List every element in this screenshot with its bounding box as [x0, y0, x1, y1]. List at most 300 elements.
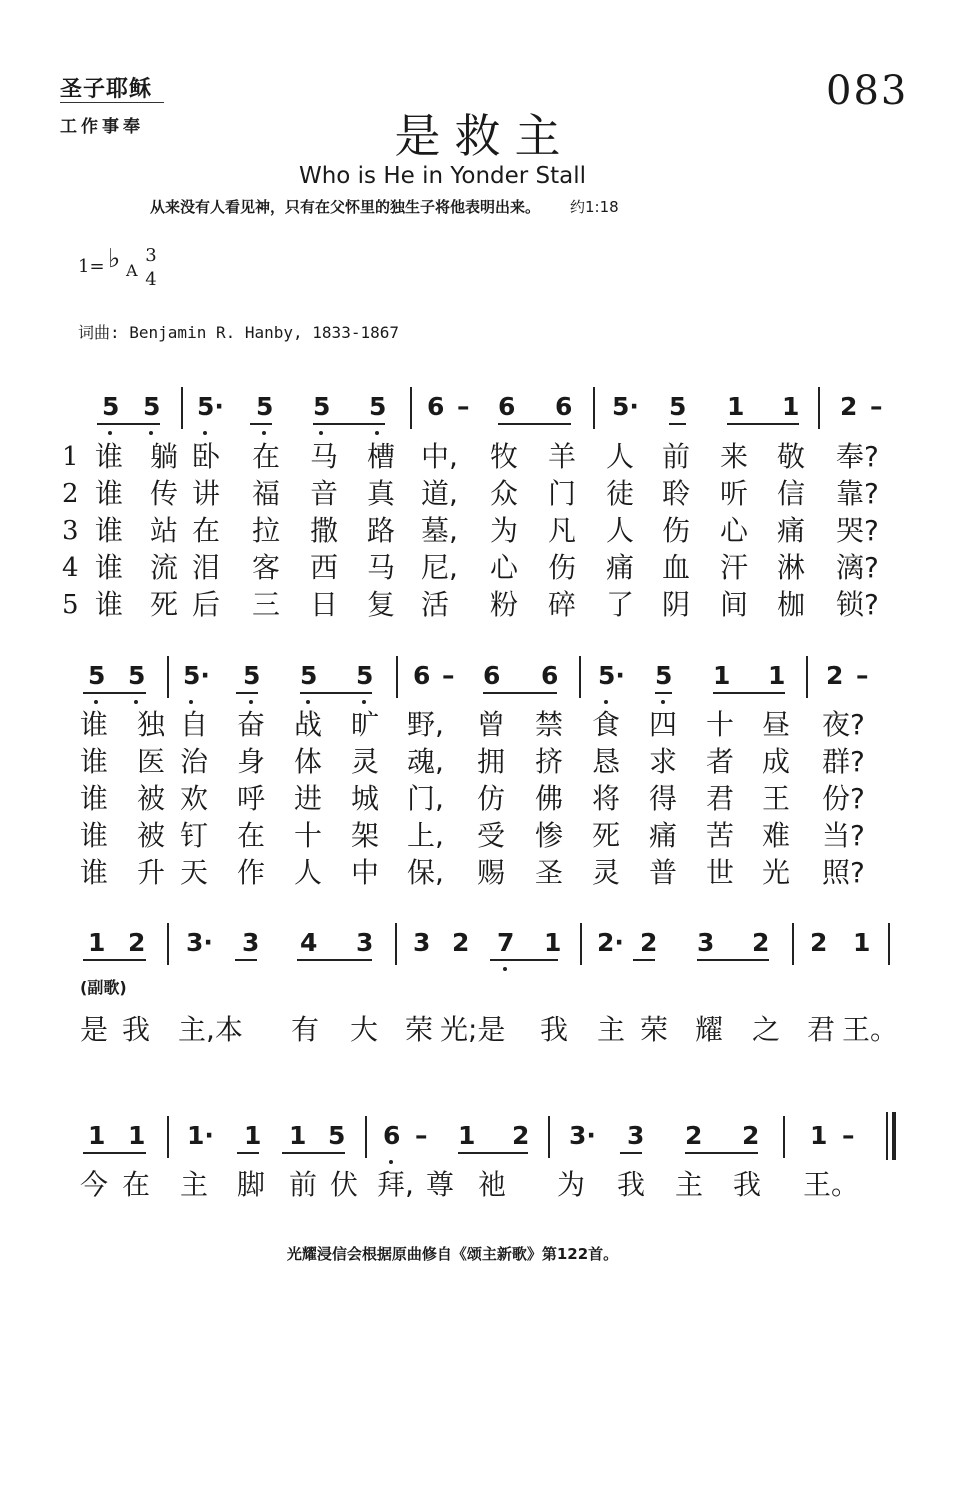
ending-syllable: 伏: [330, 1168, 359, 1201]
lyric-syllable: 传: [150, 477, 179, 510]
beam-underline: [235, 959, 257, 961]
lyric-syllable: 后: [192, 588, 221, 621]
lyric-syllable: 来: [720, 440, 749, 473]
lyric-syllable: 灵: [592, 856, 621, 889]
note: 1: [244, 1121, 262, 1150]
ending-syllable: 前: [289, 1168, 318, 1201]
note: 1: [768, 661, 786, 690]
lyric-syllable: 战: [294, 708, 323, 741]
beam-underline: [83, 1152, 146, 1154]
beam-underline: [727, 423, 799, 425]
note: 2: [810, 928, 828, 957]
note: 5: [328, 1121, 346, 1150]
lyric-syllable: 汗: [720, 551, 749, 584]
lyric-syllable: 撒: [310, 514, 339, 547]
beam-underline: [633, 959, 655, 961]
octave-dot: [262, 431, 266, 435]
composer-credit: 词曲: Benjamin R. Hanby, 1833-1867: [78, 323, 399, 342]
note: 1: [727, 392, 745, 421]
note: 2: [742, 1121, 760, 1150]
note: 5·: [197, 392, 224, 421]
beam-underline: [713, 692, 785, 694]
note: 6: [541, 661, 559, 690]
lyric-syllable: 难: [762, 819, 791, 852]
lyric-syllable: 上,: [407, 819, 444, 852]
ending-syllable: 在: [122, 1168, 151, 1201]
hymn-subtitle: Who is He in Yonder Stall: [298, 163, 587, 189]
hymn-section: 工作事奉: [60, 117, 144, 137]
beam-underline: [250, 423, 272, 425]
footnote: 光耀浸信会根据原曲修自《颂主新歌》第122首。: [286, 1245, 619, 1263]
note: 2: [452, 928, 470, 957]
note: 1·: [187, 1121, 214, 1150]
time-bottom: 4: [145, 269, 157, 290]
lyric-syllable: 仿: [477, 782, 506, 815]
note: –: [842, 1121, 855, 1150]
note: 1: [810, 1121, 828, 1150]
chorus-syllable: 君: [807, 1013, 836, 1046]
lyric-syllable: 夜?: [822, 708, 865, 741]
lyric-syllable: 野,: [407, 708, 444, 741]
chorus-label: (副歌): [80, 978, 127, 997]
note: 2: [840, 392, 858, 421]
lyric-syllable: 死: [592, 819, 621, 852]
lyric-syllable: 道,: [421, 477, 458, 510]
lyric-syllable: 照?: [822, 856, 865, 889]
octave-dot: [108, 431, 112, 435]
verse-number: 1: [62, 442, 79, 472]
note: –: [415, 1121, 428, 1150]
bar-line: [792, 923, 794, 965]
scripture-verse: [150, 196, 619, 217]
lyric-syllable: 佛: [535, 782, 564, 815]
ending-syllable: 主: [180, 1168, 209, 1201]
chorus-syllable: 主,本: [178, 1013, 243, 1046]
note: 2: [826, 661, 844, 690]
time-top: 3: [145, 245, 157, 266]
hymn-title: 是救主: [394, 109, 575, 163]
note: 3: [697, 928, 715, 957]
octave-dot: [149, 431, 153, 435]
ending-syllable: 脚: [237, 1168, 266, 1201]
lyric-syllable: 拥: [477, 745, 506, 778]
note: 3: [413, 928, 431, 957]
lyric-syllable: 谁: [95, 514, 124, 547]
lyric-syllable: 禁: [535, 708, 564, 741]
note: 1: [713, 661, 731, 690]
lyric-syllable: 日: [310, 588, 339, 621]
lyric-syllable: 尼,: [421, 551, 458, 584]
lyric-syllable: 惨: [535, 819, 564, 852]
lyric-syllable: 羊: [548, 440, 577, 473]
lyric-syllable: 君: [706, 782, 735, 815]
lyric-syllable: 在: [252, 440, 281, 473]
lyric-syllable: 魂,: [407, 745, 444, 778]
chorus-syllable: 荣: [640, 1013, 669, 1046]
note: 2: [512, 1121, 530, 1150]
note: –: [442, 661, 455, 690]
lyric-syllable: 门,: [407, 782, 444, 815]
chorus-syllable: 我: [122, 1013, 151, 1046]
lyric-syllable: 伤: [662, 514, 691, 547]
note: 5: [256, 392, 274, 421]
beam-underline: [490, 959, 558, 961]
octave-dot: [362, 700, 366, 704]
lyric-syllable: 普: [649, 856, 678, 889]
note: 5: [655, 661, 673, 690]
bar-line: [548, 1116, 550, 1158]
lyric-syllable: 曾: [477, 708, 506, 741]
lyric-syllable: 欢: [180, 782, 209, 815]
lyric-syllable: 墓,: [421, 514, 458, 547]
note: 5: [300, 661, 318, 690]
lyric-syllable: 架: [351, 819, 380, 852]
note: 1: [782, 392, 800, 421]
lyric-syllable: 马: [310, 440, 339, 473]
verse-number: 4: [62, 553, 79, 583]
time-signature: [142, 244, 160, 292]
beam-underline: [669, 423, 686, 425]
beam-underline: [300, 692, 372, 694]
lyric-syllable: 福: [252, 477, 281, 510]
note: 6: [483, 661, 501, 690]
lyric-syllable: 赐: [477, 856, 506, 889]
note: 1: [88, 1121, 106, 1150]
lyric-syllable: 苦: [706, 819, 735, 852]
note: 3: [627, 1121, 645, 1150]
lyric-syllable: 真: [367, 477, 396, 510]
note: 5: [369, 392, 387, 421]
lyric-syllable: 人: [606, 514, 635, 547]
note: 6: [555, 392, 573, 421]
note: 1: [458, 1121, 476, 1150]
beam-underline: [685, 1152, 758, 1154]
note: 5: [243, 661, 261, 690]
octave-dot: [661, 700, 665, 704]
note: 5·: [183, 661, 210, 690]
note: 5·: [612, 392, 639, 421]
bar-line: [181, 387, 183, 429]
bar-line: [167, 923, 169, 965]
hymn-number: 083: [826, 68, 909, 114]
lyric-syllable: 谁: [80, 819, 109, 852]
octave-dot: [203, 431, 207, 435]
bar-line: [396, 656, 398, 698]
lyric-syllable: 粉: [490, 588, 519, 621]
chorus-syllable: 耀: [695, 1013, 724, 1046]
beam-underline: [97, 423, 160, 425]
lyric-syllable: 哭?: [836, 514, 879, 547]
lyric-syllable: 食: [592, 708, 621, 741]
lyric-syllable: 淋: [777, 551, 806, 584]
lyric-syllable: 碎: [548, 588, 577, 621]
lyric-syllable: 血: [662, 551, 691, 584]
ending-syllable: 尊: [426, 1168, 455, 1201]
lyric-syllable: 活: [421, 588, 450, 621]
lyric-syllable: 将: [592, 782, 621, 815]
octave-dot: [94, 700, 98, 704]
ending-syllable: 王。: [803, 1168, 860, 1201]
beam-underline: [236, 692, 258, 694]
note: –: [457, 392, 470, 421]
chorus-syllable: 之: [752, 1013, 781, 1046]
note: 6: [413, 661, 431, 690]
ending-syllable: 主: [675, 1168, 704, 1201]
lyric-syllable: 医: [137, 745, 166, 778]
lyric-syllable: 路: [367, 514, 396, 547]
lyric-syllable: 被: [137, 819, 166, 852]
note: 7: [497, 928, 515, 957]
key-letter: A: [126, 261, 138, 280]
octave-dot: [375, 431, 379, 435]
octave-dot: [503, 967, 507, 971]
chorus-syllable: 是: [80, 1013, 109, 1046]
lyric-syllable: 音: [310, 477, 339, 510]
note: 3·: [569, 1121, 596, 1150]
lyric-syllable: 伤: [548, 551, 577, 584]
lyric-syllable: 为: [490, 514, 519, 547]
lyric-syllable: 人: [606, 440, 635, 473]
note: 5: [669, 392, 687, 421]
beam-underline: [458, 1152, 528, 1154]
lyric-syllable: 阴: [662, 588, 691, 621]
lyric-syllable: 中: [351, 856, 380, 889]
note: 1: [88, 928, 106, 957]
note: 3: [356, 928, 374, 957]
lyric-syllable: 昼: [762, 708, 791, 741]
lyric-syllable: 谁: [95, 477, 124, 510]
beam-underline: [237, 1152, 259, 1154]
bar-line: [410, 387, 412, 429]
lyric-syllable: 靠?: [836, 477, 879, 510]
lyric-syllable: 升: [137, 856, 166, 889]
lyric-syllable: 奉?: [836, 440, 879, 473]
lyric-syllable: 西: [310, 551, 339, 584]
lyric-syllable: 体: [294, 745, 323, 778]
beam-underline: [83, 959, 146, 961]
lyric-syllable: 光: [762, 856, 791, 889]
bar-line: [365, 1116, 367, 1158]
lyric-syllable: 治: [180, 745, 209, 778]
chorus-syllable: 光;是: [440, 1013, 506, 1046]
lyric-syllable: 马: [367, 551, 396, 584]
note: 3: [242, 928, 260, 957]
note: 5: [143, 392, 161, 421]
bar-line: [395, 923, 397, 965]
lyric-syllable: 挤: [535, 745, 564, 778]
lyric-syllable: 痛: [777, 514, 806, 547]
octave-dot: [189, 700, 193, 704]
octave-dot: [134, 700, 138, 704]
note: 2: [685, 1121, 703, 1150]
beam-underline: [655, 692, 672, 694]
lyric-syllable: 求: [649, 745, 678, 778]
note: 2·: [597, 928, 624, 957]
chorus-syllable: 荣: [405, 1013, 434, 1046]
bar-line: [167, 656, 169, 698]
chorus-syllable: 有: [291, 1013, 320, 1046]
beam-underline: [697, 959, 769, 961]
lyric-syllable: 城: [351, 782, 380, 815]
lyric-syllable: 恳: [592, 745, 621, 778]
lyric-syllable: 枷: [777, 588, 806, 621]
lyric-syllable: 独: [137, 708, 166, 741]
lyric-syllable: 在: [192, 514, 221, 547]
lyric-syllable: 心: [490, 551, 519, 584]
octave-dot: [319, 431, 323, 435]
lyric-syllable: 复: [367, 588, 396, 621]
lyric-syllable: 客: [252, 551, 281, 584]
lyric-syllable: 份?: [822, 782, 865, 815]
lyric-syllable: 自: [180, 708, 209, 741]
chorus-syllable: 主: [597, 1013, 626, 1046]
lyric-syllable: 受: [477, 819, 506, 852]
lyric-syllable: 天: [180, 856, 209, 889]
bar-line: [579, 656, 581, 698]
lyric-syllable: 四: [649, 708, 678, 741]
lyric-syllable: 谁: [80, 708, 109, 741]
note: 4: [300, 928, 318, 957]
lyric-syllable: 谁: [80, 782, 109, 815]
lyric-syllable: 旷: [351, 708, 380, 741]
note: 1: [128, 1121, 146, 1150]
lyric-syllable: 者: [706, 745, 735, 778]
lyric-syllable: 前: [662, 440, 691, 473]
lyric-syllable: 谁: [80, 856, 109, 889]
lyric-syllable: 槽: [367, 440, 396, 473]
lyric-syllable: 当?: [822, 819, 865, 852]
lyric-syllable: 得: [649, 782, 678, 815]
lyric-syllable: 死: [150, 588, 179, 621]
lyric-syllable: 三: [252, 588, 281, 621]
lyric-syllable: 锁?: [836, 588, 879, 621]
lyric-syllable: 被: [137, 782, 166, 815]
lyric-syllable: 心: [720, 514, 749, 547]
beam-underline: [282, 1152, 345, 1154]
lyric-syllable: 信: [777, 477, 806, 510]
note: 5: [102, 392, 120, 421]
lyric-syllable: 徒: [606, 477, 635, 510]
note: 2: [752, 928, 770, 957]
lyric-syllable: 痛: [649, 819, 678, 852]
lyric-syllable: 保,: [407, 856, 444, 889]
note: 5·: [598, 661, 625, 690]
chorus-syllable: 大: [350, 1013, 379, 1046]
lyric-syllable: 身: [237, 745, 266, 778]
lyric-syllable: 聆: [662, 477, 691, 510]
ending-syllable: 今: [80, 1168, 109, 1201]
verse-number: 3: [62, 516, 79, 546]
flat-sign: ♭: [108, 244, 121, 274]
key-signature: [78, 244, 138, 280]
beam-underline: [297, 959, 372, 961]
lyric-syllable: 痛: [606, 551, 635, 584]
lyric-syllable: 讲: [192, 477, 221, 510]
note: –: [856, 661, 869, 690]
bar-line: [888, 923, 890, 965]
lyric-syllable: 间: [720, 588, 749, 621]
lyric-syllable: 听: [720, 477, 749, 510]
ending-syllable: 拜,: [377, 1168, 414, 1201]
lyric-syllable: 了: [606, 588, 635, 621]
lyric-syllable: 圣: [535, 856, 564, 889]
lyric-syllable: 泪: [192, 551, 221, 584]
key-prefix: 1=: [78, 256, 105, 277]
lyric-syllable: 卧: [192, 440, 221, 473]
lyric-syllable: 漓?: [836, 551, 879, 584]
beam-underline: [620, 1152, 642, 1154]
verse-reference: 约1:18: [570, 198, 619, 216]
note: 5: [313, 392, 331, 421]
note: –: [870, 392, 883, 421]
ending-syllable: 为: [557, 1168, 586, 1201]
lyric-syllable: 敬: [777, 440, 806, 473]
note: 6: [498, 392, 516, 421]
lyric-syllable: 呼: [237, 782, 266, 815]
lyric-syllable: 人: [294, 856, 323, 889]
bar-line: [580, 923, 582, 965]
lyric-syllable: 十: [294, 819, 323, 852]
lyric-syllable: 王: [762, 782, 791, 815]
beam-underline: [498, 423, 571, 425]
note: 5: [128, 661, 146, 690]
bar-line: [783, 1116, 785, 1158]
beam-underline: [83, 692, 146, 694]
lyric-syllable: 钉: [180, 819, 209, 852]
lyric-syllable: 在: [237, 819, 266, 852]
final-bar: [892, 1112, 896, 1160]
lyric-syllable: 作: [237, 856, 266, 889]
lyric-syllable: 躺: [150, 440, 179, 473]
note: 2: [640, 928, 658, 957]
note: 5: [88, 661, 106, 690]
verse-number: 2: [62, 479, 79, 509]
ending-syllable: 祂: [478, 1168, 507, 1201]
lyric-syllable: 中,: [421, 440, 458, 473]
verse-number: 5: [62, 590, 79, 620]
beam-underline: [483, 692, 557, 694]
note: 2: [128, 928, 146, 957]
lyric-syllable: 成: [762, 745, 791, 778]
octave-dot: [604, 700, 608, 704]
ending-syllable: 我: [617, 1168, 646, 1201]
lyric-syllable: 奋: [237, 708, 266, 741]
bar-line: [818, 387, 820, 429]
octave-dot: [389, 1160, 393, 1164]
lyric-syllable: 流: [150, 551, 179, 584]
lyric-syllable: 门: [548, 477, 577, 510]
note: 1: [853, 928, 871, 957]
lyric-syllable: 谁: [95, 551, 124, 584]
lyric-syllable: 进: [294, 782, 323, 815]
lyric-syllable: 拉: [252, 514, 281, 547]
note: 1: [289, 1121, 307, 1150]
lyric-syllable: 凡: [548, 514, 577, 547]
final-bar: [886, 1112, 888, 1160]
lyric-syllable: 灵: [351, 745, 380, 778]
note: 3·: [186, 928, 213, 957]
lyric-syllable: 谁: [95, 440, 124, 473]
lyric-syllable: 十: [706, 708, 735, 741]
note: 6: [383, 1121, 401, 1150]
note: 1: [544, 928, 562, 957]
chorus-syllable: 王。: [842, 1013, 899, 1046]
lyric-syllable: 世: [706, 856, 735, 889]
octave-dot: [249, 700, 253, 704]
bar-line: [593, 387, 595, 429]
beam-underline: [313, 423, 385, 425]
lyric-syllable: 站: [150, 514, 179, 547]
